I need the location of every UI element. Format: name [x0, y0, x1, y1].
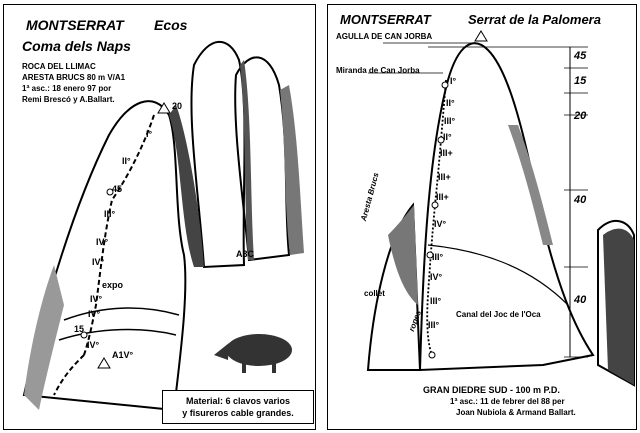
anchor-20-label: 20: [172, 101, 183, 111]
grade: III°: [432, 252, 444, 262]
ridge-label: Aresta Brucs: [359, 171, 381, 223]
route-title: GRAN DIEDRE SUD - 100 m P.D.: [423, 385, 560, 395]
material-line1: Material: 6 clavos varios: [185, 396, 291, 406]
grade: II°: [446, 98, 455, 108]
right-topo-panel: [327, 4, 637, 430]
grade: III°: [104, 209, 116, 219]
canal-label: Canal del Joc de l'Oca: [456, 310, 541, 319]
left-sector: Coma dels Naps: [22, 38, 131, 54]
grade: IV°: [430, 272, 443, 282]
grade: IV°: [88, 309, 101, 319]
pitch-length: 20: [574, 110, 587, 122]
grade: III+: [438, 172, 451, 182]
pitch-length: 40: [574, 194, 587, 206]
grade: III°: [428, 320, 440, 330]
bolt-45-label: 45: [112, 184, 123, 194]
grade: III+: [440, 148, 453, 158]
grade: I°: [450, 76, 457, 86]
pitch-length: 40: [574, 294, 587, 306]
grade: IV°: [92, 257, 105, 267]
material-box: [162, 390, 314, 424]
first-ascent-line1: 1ª asc.: 18 enero 97 por: [22, 84, 112, 93]
grade: II°: [443, 132, 452, 142]
collet-label: collet: [364, 289, 385, 298]
pitch-length: 15: [574, 75, 587, 87]
grade: III°: [430, 296, 442, 306]
rock-mark: A3C: [236, 249, 255, 259]
peak-name: ROCA DEL LLIMAC: [22, 62, 96, 71]
grade: I°: [146, 129, 153, 139]
pitch-length: 45: [574, 50, 587, 62]
grade: III°: [444, 116, 456, 126]
left-area: Ecos: [154, 17, 188, 33]
bolt-15-label: 15: [74, 324, 85, 334]
grade: III+: [436, 192, 449, 202]
expo-label: expo: [102, 280, 124, 290]
rope-note: ropes: [407, 309, 423, 333]
first-ascent-line2: Joan Nubiola & Armand Ballart.: [456, 408, 576, 417]
material-line2: y fisureros cable grandes.: [182, 408, 294, 419]
sub-summit-label: Miranda de Can Jorba: [336, 66, 420, 75]
grade: II°: [122, 156, 131, 166]
right-region: MONTSERRAT: [340, 12, 431, 27]
first-ascent-line1: 1ª asc.: 11 de febrer del 88 per: [450, 397, 565, 406]
first-ascent-line2: Remi Brescó y A.Ballart.: [22, 95, 115, 104]
left-topo-panel: [3, 4, 316, 430]
grade: IV°: [87, 340, 100, 350]
grade: A1V°: [112, 350, 134, 360]
grade: IV°: [90, 294, 103, 304]
right-area: Serrat de la Palomera: [468, 12, 601, 27]
route-name: ARESTA BRUCS 80 m V/A1: [22, 73, 126, 82]
grade: IV°: [434, 219, 447, 229]
summit-label: AGULLA DE CAN JORBA: [336, 32, 433, 41]
grade: IV°: [96, 237, 109, 247]
left-region: MONTSERRAT: [26, 17, 124, 33]
